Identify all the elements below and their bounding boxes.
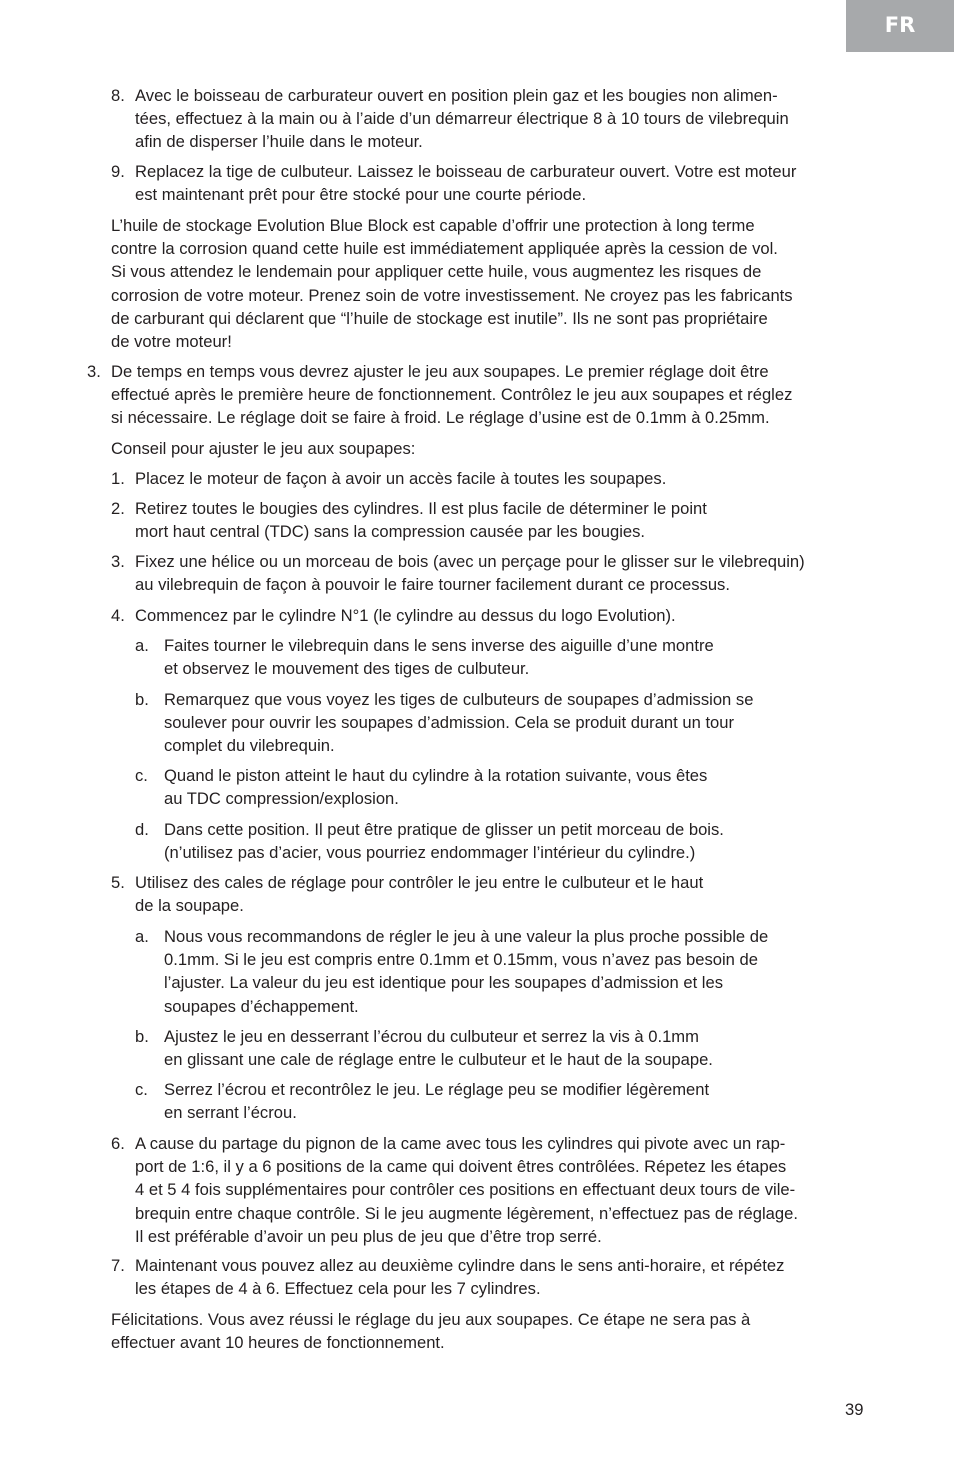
list-marker: 3. xyxy=(111,552,125,571)
text-line: complet du vilebrequin. xyxy=(164,736,335,756)
list-marker: 8. xyxy=(111,86,125,105)
list-marker: 5. xyxy=(111,873,125,892)
text-line: et observez le mouvement des tiges de culbuteur. xyxy=(164,659,530,679)
text-line: de la soupape. xyxy=(135,896,244,916)
text-line: tées, effectuez à la main ou à l’aide d’un démarreur électrique 8 à 10 tours de vilebrequin xyxy=(135,109,789,129)
text-line: les étapes de 4 à 6. Effectuez cela pour les 7 cylindres. xyxy=(135,1279,541,1299)
text-line: effectué après le première heure de fonctionnement. Contrôlez le jeu aux soupapes et réglez xyxy=(111,385,793,405)
text-line: effectuer avant 10 heures de fonctionnement. xyxy=(111,1333,445,1353)
text-line: Replacez la tige de culbuteur. Laissez le boisseau de carburateur ouvert. Votre est moteur xyxy=(135,162,797,181)
text-line: (n’utilisez pas d’acier, vous pourriez endommager l’intérieur du cylindre.) xyxy=(164,843,696,863)
text-line: Utilisez des cales de réglage pour contrôler le jeu entre le culbuteur et le haut xyxy=(135,873,704,892)
text-line: l’ajuster. La valeur du jeu est identique pour les soupapes d’admission et les xyxy=(164,973,724,993)
list-marker: b. xyxy=(135,1027,149,1046)
text-line: L’huile de stockage Evolution Blue Block est capable d’offrir une protection à long terme xyxy=(111,216,755,235)
list-marker: c. xyxy=(135,766,148,785)
text-line: en serrant l’écrou. xyxy=(164,1103,297,1123)
text-line: 4 et 5 4 fois supplémentaires pour contrôler ces positions en effectuant deux tours de vile- xyxy=(135,1180,796,1200)
text-line: Dans cette position. Il peut être pratique de glisser un petit morceau de bois. xyxy=(164,820,724,839)
text-line: Avec le boisseau de carburateur ouvert en position plein gaz et les bougies non alimen- xyxy=(135,86,778,105)
text-line: 0.1mm. Si le jeu est compris entre 0.1mm et 0.15mm, vous n’avez pas besoin de xyxy=(164,950,758,970)
text-line: Maintenant vous pouvez allez au deuxième cylindre dans le sens anti-horaire, et répétez xyxy=(135,1256,785,1275)
text-line: Conseil pour ajuster le jeu aux soupapes: xyxy=(111,439,416,458)
text-line: corrosion de votre moteur. Prenez soin de votre investissement. Ne croyez pas les fabricants xyxy=(111,285,793,305)
language-tab xyxy=(846,0,954,52)
list-marker: a. xyxy=(135,927,149,946)
list-marker: 3. xyxy=(87,362,101,381)
text-line: Commencez par le cylindre N°1 (le cylindre au dessus du logo Evolution). xyxy=(135,606,676,625)
text-line: Félicitations. Vous avez réussi le réglage du jeu aux soupapes. Ce étape ne sera pas à xyxy=(111,1310,751,1329)
text-line: Placez le moteur de façon à avoir un accès facile à toutes les soupapes. xyxy=(135,469,667,488)
text-line: de carburant qui déclarent que “l’huile de stockage est inutile”. Ils ne sont pas propriétaire xyxy=(111,308,768,328)
text-line: afin de disperser l’huile dans le moteur. xyxy=(135,132,423,152)
text-line: Si vous attendez le lendemain pour appliquer cette huile, vous augmentez les risques de xyxy=(111,262,762,282)
list-marker: a. xyxy=(135,636,149,655)
text-line: contre la corrosion quand cette huile est immédiatement appliquée après la cession de vol. xyxy=(111,239,778,259)
text-line: en glissant une cale de réglage entre le culbuteur et le haut de la soupape. xyxy=(164,1050,713,1070)
list-marker: 6. xyxy=(111,1134,125,1153)
list-marker: 2. xyxy=(111,499,125,518)
text-line: mort haut central (TDC) sans la compression causée par les bougies. xyxy=(135,522,646,542)
text-line: au TDC compression/explosion. xyxy=(164,789,399,809)
text-line: Remarquez que vous voyez les tiges de culbuteurs de soupapes d’admission se xyxy=(164,690,754,709)
text-line: A cause du partage du pignon de la came avec tous les cylindres qui pivote avec un rap- xyxy=(135,1134,786,1153)
text-line: soulever pour ouvrir les soupapes d’admission. Cela se produit durant un tour xyxy=(164,713,735,733)
list-marker: 4. xyxy=(111,606,125,625)
text-line: Fixez une hélice ou un morceau de bois (avec un perçage pour le glisser sur le vilebrequin) xyxy=(135,552,805,571)
list-marker: 9. xyxy=(111,162,125,181)
list-marker: d. xyxy=(135,820,149,839)
text-line: port de 1:6, il y a 6 positions de la came qui doivent êtres contrôlées. Répetez les étapes xyxy=(135,1157,787,1177)
list-marker: c. xyxy=(135,1080,148,1099)
text-line: est maintenant prêt pour être stocké pour une courte période. xyxy=(135,185,587,205)
text-line: Il est préférable d’avoir un peu plus de jeu que d’être trop serré. xyxy=(135,1226,602,1246)
text-line: Retirez toutes le bougies des cylindres. Il est plus facile de déterminer le point xyxy=(135,499,707,518)
text-line: Ajustez le jeu en desserrant l’écrou du culbuteur et serrez la vis à 0.1mm xyxy=(164,1027,699,1046)
text-line: De temps en temps vous devrez ajuster le jeu aux soupapes. Le premier réglage doit être xyxy=(111,362,769,381)
text-line: brequin entre chaque contrôle. Si le jeu augmente légèrement, n’effectuez pas de réglage. xyxy=(135,1203,798,1223)
language-label: FR xyxy=(884,13,916,38)
text-line: Nous vous recommandons de régler le jeu à une valeur la plus proche possible de xyxy=(164,927,769,946)
text-line: Quand le piston atteint le haut du cylindre à la rotation suivante, vous êtes xyxy=(164,766,708,785)
text-line: au vilebrequin de façon à pouvoir le faire tourner facilement durant ce processus. xyxy=(135,575,730,595)
text-line: Faites tourner le vilebrequin dans le sens inverse des aiguille d’une montre xyxy=(164,636,714,655)
text-line: si nécessaire. Le réglage doit se faire à froid. Le réglage d’usine est de 0.1mm à 0.25mm. xyxy=(111,408,770,428)
list-marker: b. xyxy=(135,690,149,709)
text-line: soupapes d’échappement. xyxy=(164,996,359,1016)
text-line: Serrez l’écrou et recontrôlez le jeu. Le réglage peu se modifier légèrement xyxy=(164,1080,710,1099)
list-marker: 7. xyxy=(111,1256,125,1275)
list-marker: 1. xyxy=(111,469,125,488)
text-line: de votre moteur! xyxy=(111,332,232,351)
page-number: 39 xyxy=(845,1400,864,1419)
